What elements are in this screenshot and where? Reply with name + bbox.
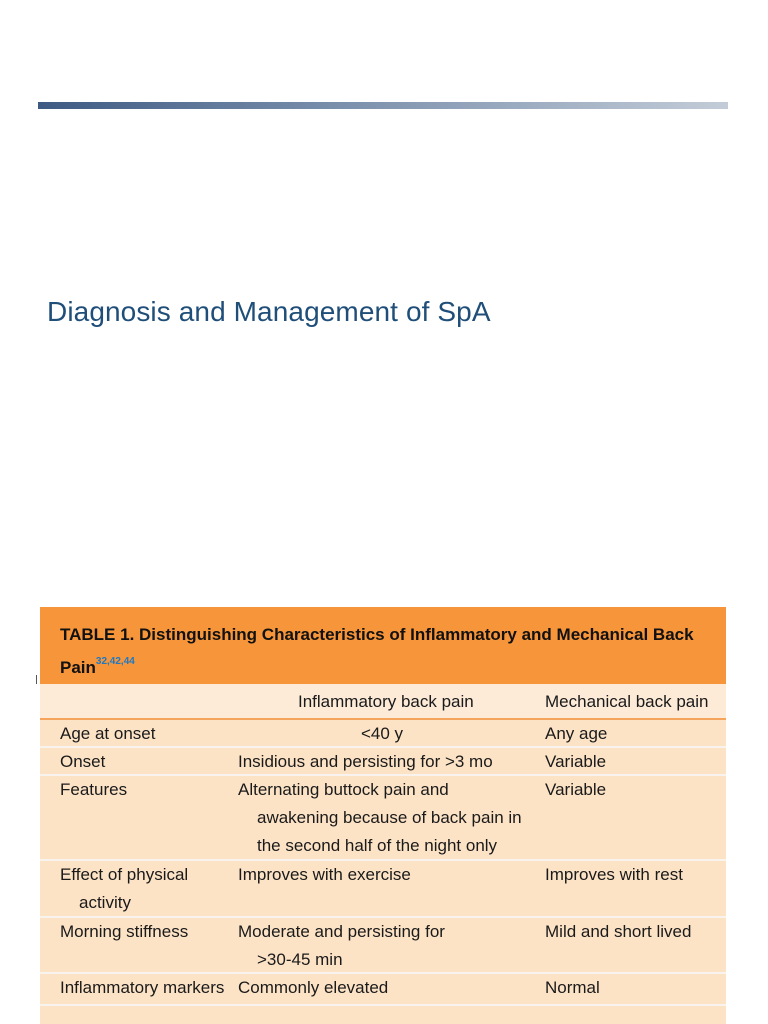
- table-row: [40, 918, 726, 974]
- characteristics-table: [40, 607, 726, 1024]
- table-caption-refs: 32,42,44: [95, 656, 135, 667]
- cell-inflammatory: Insidious and persisting for >3 mo: [238, 752, 493, 771]
- table-caption: [40, 607, 726, 684]
- table-row: [40, 748, 726, 776]
- table-row: [40, 974, 726, 1004]
- table-caption-text: TABLE 1. Distinguishing Characteristics of Inflammatory and Mechanical Back Pain: [60, 625, 694, 677]
- cell-inflammatory: Commonly elevated: [238, 978, 389, 997]
- stray-mark: [36, 675, 37, 684]
- cell-mechanical: Mild and short lived: [545, 922, 692, 941]
- cell-feature: Features: [60, 780, 128, 799]
- cell-line: Effect of physical: [60, 865, 189, 884]
- header-inflammatory: Inflammatory back pain: [298, 692, 474, 711]
- cell-line: Moderate and persisting for: [238, 922, 445, 941]
- cell-inflammatory: [238, 776, 538, 860]
- table-row: [40, 720, 726, 748]
- cell-feature: Inflammatory markers: [60, 978, 225, 997]
- cell-inflammatory: Improves with exercise: [238, 865, 411, 884]
- cell-feature: Onset: [60, 752, 106, 771]
- cell-mechanical: Variable: [545, 780, 607, 799]
- title-accent-bar: [38, 102, 728, 109]
- cell-feature: [60, 861, 235, 917]
- cell-mechanical: Normal: [545, 978, 600, 997]
- cell-feature: Morning stiffness: [60, 922, 189, 941]
- cell-inflammatory: [238, 918, 538, 974]
- table-row: [40, 776, 726, 861]
- slide-title: Diagnosis and Management of SpA: [47, 296, 491, 327]
- table-footnote-area: [40, 1004, 726, 1024]
- cell-line: >30-45 min: [257, 950, 343, 969]
- cell-line: Alternating buttock pain and: [238, 780, 449, 799]
- table-row: [40, 861, 726, 918]
- cell-mechanical: Improves with rest: [545, 865, 683, 884]
- table-header-row: [40, 684, 726, 720]
- cell-feature: Age at onset: [60, 724, 156, 743]
- cell-mechanical: Variable: [545, 752, 607, 771]
- cell-mechanical: Any age: [545, 724, 608, 743]
- cell-line: awakening because of back pain in: [257, 808, 522, 827]
- cell-inflammatory: <40 y: [361, 724, 404, 743]
- cell-line: the second half of the night only: [257, 836, 498, 855]
- cell-line: activity: [79, 893, 131, 912]
- header-mechanical: Mechanical back pain: [545, 692, 709, 711]
